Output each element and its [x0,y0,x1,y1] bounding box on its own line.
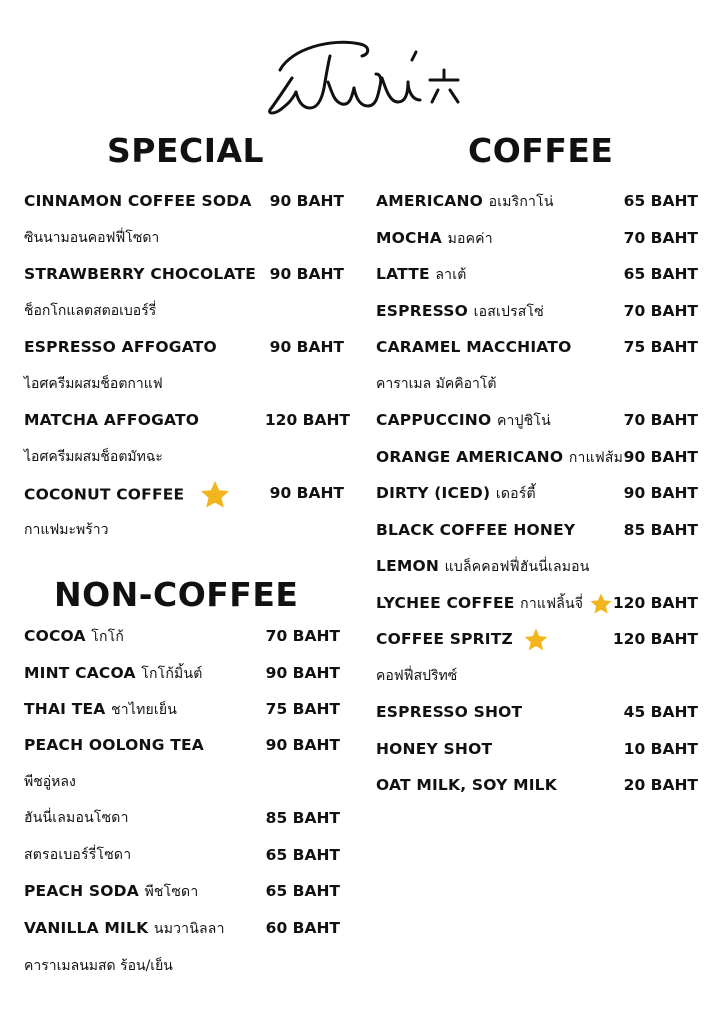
item-price: 75 BAHT [265,700,340,718]
menu-item [24,841,340,869]
item-name: LATTE ลาเต้ [376,265,467,283]
menu-item [376,589,698,617]
menu-item [24,260,344,288]
item-thai-name: ไอศครีมผสมช็อตกาแฟ [24,376,163,392]
item-name: MOCHA มอคค่า [376,229,493,247]
item-thai-inline: ลาเต้ [435,267,467,283]
item-price: 65 BAHT [265,882,340,900]
menu-item [24,187,344,215]
item-name: CAPPUCCINO คาปูชิโน่ [376,411,551,429]
handwritten-logo [262,30,472,120]
item-thai-inline: คาปูชิโน่ [496,413,551,429]
item-price: 70 BAHT [623,302,698,320]
item-name: ESPRESSO AFFOGATO [24,338,217,356]
item-price: 65 BAHT [265,846,340,864]
menu-item [376,516,698,544]
item-thai-name: คอฟฟี่สปริทซ์ [376,668,458,684]
menu-item [376,552,698,580]
menu-item [376,443,698,471]
item-price: 120 BAHT [264,411,350,429]
menu-item [24,731,340,759]
item-thai-inline: ชาไทยเย็น [111,702,178,718]
item-name: ORANGE AMERICANO กาแฟส้ม [376,448,624,466]
item-thai-inline: มอคค่า [447,231,493,247]
item-name: COCONUT COFFEE [24,479,232,511]
star-icon [523,627,549,653]
item-name: ESPRESSO เอสเปรสโซ่ [376,302,544,320]
item-name: LEMON แบล็คคอฟฟี่ฮันนี่เลมอน [376,557,590,575]
item-name: OAT MILK, SOY MILK [376,776,557,794]
menu-item [376,224,698,252]
item-thai-inline: กาแฟส้ม [568,450,624,466]
menu-item [376,333,698,361]
item-price: 60 BAHT [265,919,340,937]
item-price: 90 BAHT [623,448,698,466]
item-name: VANILLA MILK นมวานิลลา [24,919,225,937]
non-coffee-heading: NON-COFFEE [54,575,299,614]
item-name: STRAWBERRY CHOCOLATE [24,265,257,283]
menu-item [376,625,698,653]
item-price: 70 BAHT [623,411,698,429]
item-name: HONEY SHOT [376,740,493,758]
item-name: MATCHA AFFOGATO [24,411,200,429]
item-price: 20 BAHT [623,776,698,794]
item-price: 90 BAHT [269,338,344,356]
item-name: ESPRESSO SHOT [376,703,523,721]
menu-item [376,698,698,726]
menu-item [24,406,350,434]
item-thai-inline: นมวานิลลา [153,921,225,937]
star-icon [198,479,232,511]
menu-item [376,187,698,215]
item-price: 65 BAHT [623,192,698,210]
item-name: ฮันนี่เลมอนโซดา [24,810,129,826]
item-thai-inline: อเมริกาโน่ [488,194,554,210]
item-name: MINT CACOA โกโก้มิ้นต์ [24,664,203,682]
item-name: THAI TEA ชาไทยเย็น [24,700,178,718]
menu-item [24,659,340,687]
menu-item [24,914,340,942]
item-thai-inline: แบล็คคอฟฟี่ฮันนี่เลมอน [444,559,590,575]
item-price: 75 BAHT [623,338,698,356]
menu-item [376,260,698,288]
item-name: DIRTY (ICED) เดอร์ตี้ [376,484,536,502]
item-price: 90 BAHT [269,192,344,210]
item-name: COFFEE SPRITZ [376,625,549,653]
item-thai-name: ช็อกโกแลตสตอเบอร์รี่ [24,303,157,319]
item-price: 120 BAHT [612,594,698,612]
item-name: CINNAMON COFFEE SODA [24,192,252,210]
menu-item [376,735,698,763]
menu-item [376,771,698,799]
item-thai-inline: เดอร์ตี้ [495,486,536,502]
menu-item [24,333,344,361]
item-price: 90 BAHT [265,664,340,682]
item-name: AMERICANO อเมริกาโน่ [376,192,554,210]
special-heading: SPECIAL [107,131,265,170]
menu-item [24,695,340,723]
item-price: 45 BAHT [623,703,698,721]
item-price: 85 BAHT [265,809,340,827]
menu-item [376,479,698,507]
item-name: PEACH SODA พีชโซดา [24,882,199,900]
item-thai-name: ไอศครีมผสมช็อตมัทฉะ [24,449,163,465]
menu-item [24,479,344,507]
item-price: 90 BAHT [269,265,344,283]
item-thai-name: พีชอู่หลง [24,774,76,790]
item-price: 70 BAHT [265,627,340,645]
item-name: LYCHEE COFFEE กาแฟลิ้นจี่ [376,589,613,618]
menu-item [24,622,340,650]
menu-item [24,877,340,905]
item-thai-inline: โกโก้ [91,629,125,645]
item-name: COCOA โกโก้ [24,627,125,645]
item-name: CARAMEL MACCHIATO [376,338,572,356]
star-icon [589,592,613,616]
item-price: 90 BAHT [623,484,698,502]
item-thai-name: คาราเมล มัคคิอาโต้ [376,376,497,392]
item-thai-inline: เอสเปรสโซ่ [473,304,544,320]
menu-item [376,297,698,325]
menu-item [24,804,340,832]
item-thai-inline: กาแฟลิ้นจี่ [520,596,584,612]
item-thai-name: ซินนามอนคอฟฟี่โซดา [24,230,160,246]
coffee-heading: COFFEE [468,131,614,170]
item-thai-inline: พีชโซดา [144,884,199,900]
item-name: BLACK COFFEE HONEY [376,521,576,539]
item-price: 85 BAHT [623,521,698,539]
item-thai-name: กาแฟมะพร้าว [24,522,109,538]
item-thai-inline: โกโก้มิ้นต์ [141,666,203,682]
item-price: 70 BAHT [623,229,698,247]
item-price: 90 BAHT [265,736,340,754]
item-price: 65 BAHT [623,265,698,283]
item-name: สตรอเบอร์รี่โซดา [24,847,132,863]
menu-item [376,406,698,434]
item-price: 10 BAHT [623,740,698,758]
item-thai-name: คาราเมลนมสด ร้อน/เย็น [24,958,173,974]
item-name: PEACH OOLONG TEA [24,736,204,754]
item-price: 90 BAHT [269,484,344,502]
item-price: 120 BAHT [612,630,698,648]
